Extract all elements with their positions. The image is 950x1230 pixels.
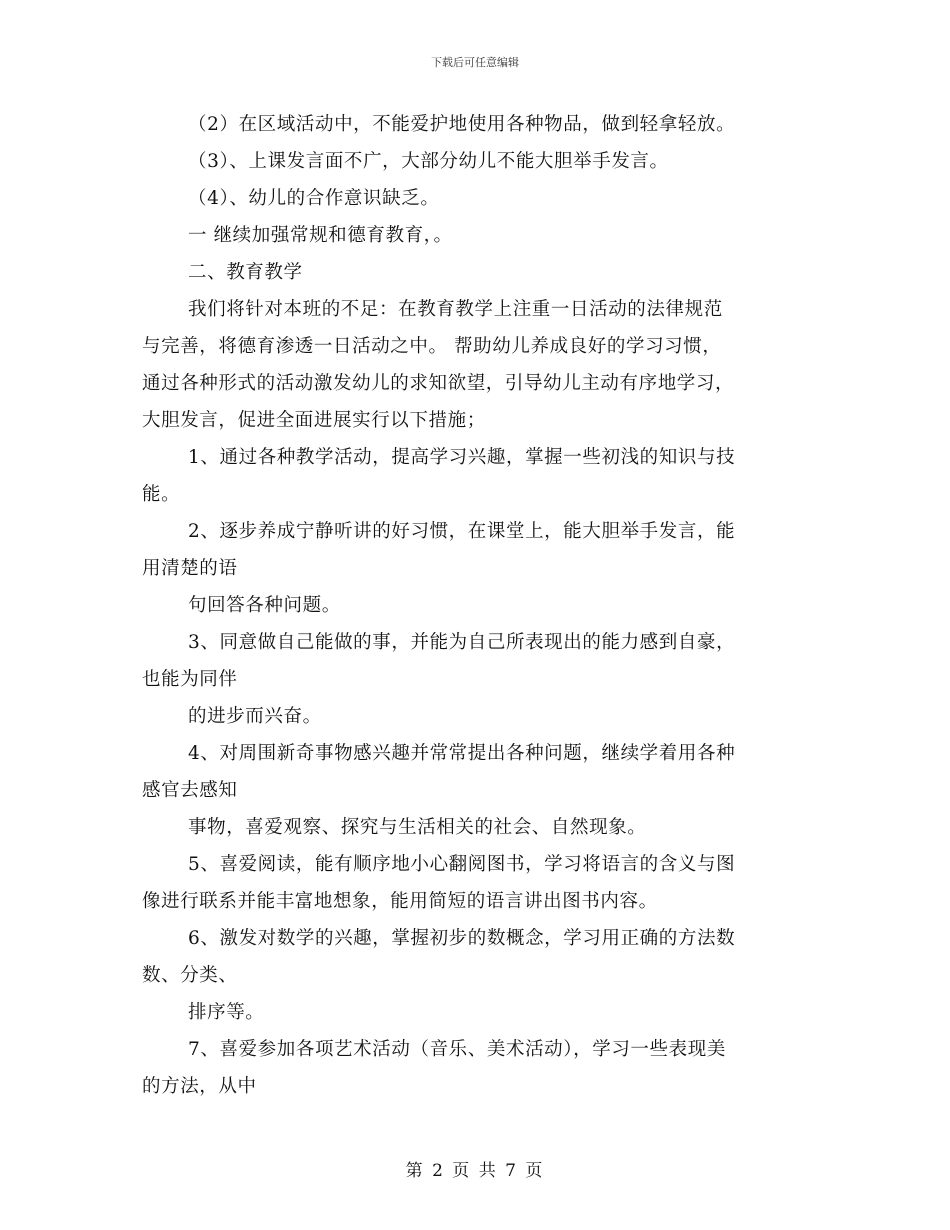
- text-line: 5、喜爱阅读，能有顺序地小心翻阅图书，学习将语言的含义与图: [188, 854, 736, 875]
- text-line: 用清楚的语: [142, 558, 238, 579]
- text-line: 3、同意做自己能做的事，并能为自己所表现出的能力感到自豪，: [188, 632, 736, 653]
- text-line: 能。: [142, 484, 181, 505]
- text-line: 我们将针对本班的不足：在教育教学上注重一日活动的法律规范: [188, 299, 723, 320]
- text-line: 4、对周围新奇事物感兴趣并常常提出各种问题，继续学着用各种: [188, 743, 736, 764]
- text-line: 事物，喜爱观察、探究与生活相关的社会、自然现象。: [188, 817, 647, 838]
- text-line: 的方法，从中: [142, 1076, 257, 1097]
- text-line: 7、喜爱参加各项艺术活动（音乐、美术活动），学习一些表现美: [188, 1039, 726, 1060]
- text-line: 1、通过各种教学活动，提高学习兴趣，掌握一些初浅的知识与技: [188, 447, 736, 468]
- text-line: 句回答各种问题。: [188, 595, 341, 616]
- text-line: 2、逐步养成宁静听讲的好习惯，在课堂上，能大胆举手发言，能: [188, 521, 736, 542]
- text-line: 像进行联系并能丰富地想象，能用简短的语言讲出图书内容。: [142, 891, 658, 912]
- text-line: 也能为同伴: [142, 669, 238, 690]
- text-line: 一 继续加强常规和德育教育，。: [188, 225, 453, 246]
- text-line: 排序等。: [188, 1002, 265, 1023]
- text-line: 感官去感知: [142, 780, 238, 801]
- text-line: 数、分类、: [142, 965, 238, 986]
- document-body: [142, 106, 812, 1105]
- text-line: 与完善，将德育渗透一日活动之中。 帮助幼儿养成良好的学习习惯，: [142, 336, 722, 357]
- text-line: （2）在区域活动中，不能爱护地使用各种物品，做到轻拿轻放。: [188, 114, 736, 135]
- text-line: 大胆发言，促进全面进展实行以下措施；: [142, 410, 486, 431]
- text-line: （3）、上课发言面不广，大部分幼儿不能大胆举手发言。: [188, 151, 669, 172]
- text-line: 通过各种形式的活动激发幼儿的求知欲望，引导幼儿主动有序地学习，: [142, 373, 735, 394]
- header-note: 下载后可任意编辑: [431, 56, 519, 69]
- text-line: 的进步而兴奋。: [188, 706, 322, 727]
- text-line: （4）、幼儿的合作意识缺乏。: [188, 188, 440, 209]
- text-line: 二、教育教学: [188, 262, 303, 283]
- text-line: 6、激发对数学的兴趣，掌握初步的数概念，学习用正确的方法数: [188, 928, 736, 949]
- page-number: 第 2 页 共 7 页: [405, 1161, 545, 1181]
